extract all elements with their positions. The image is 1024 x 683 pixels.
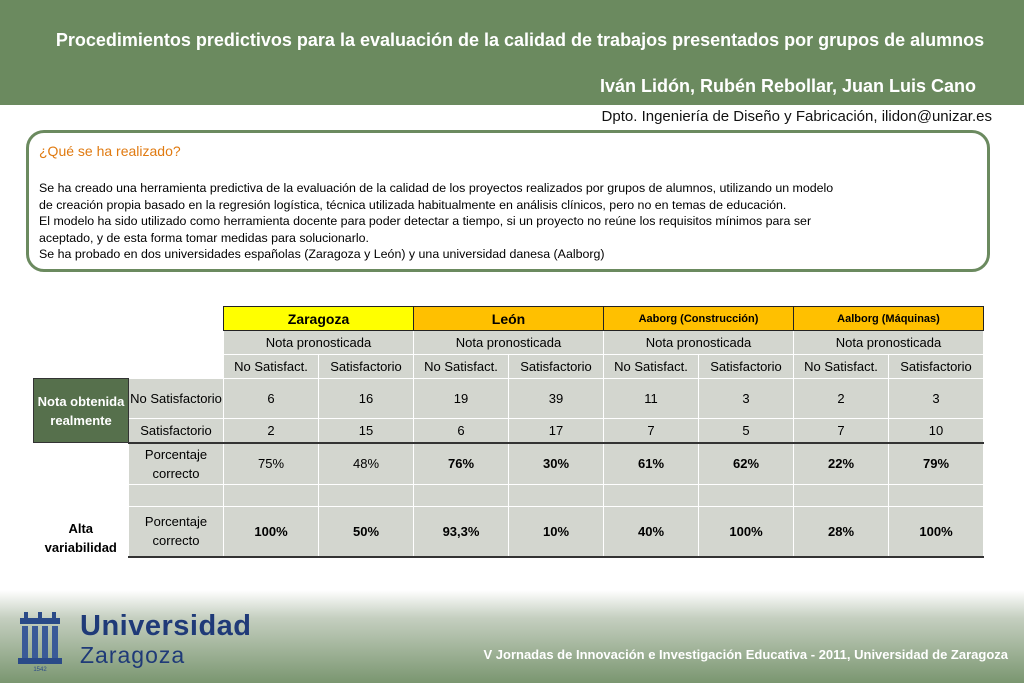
- subheader-cell: Nota pronosticada: [224, 331, 414, 355]
- percent-cell: 22%: [794, 443, 889, 485]
- empty-cell: [604, 485, 699, 507]
- table-cell: 6: [414, 419, 509, 443]
- percent-cell: 62%: [699, 443, 794, 485]
- logo-word-universidad: Universidad: [80, 610, 252, 642]
- summary-line: Se ha creado una herramienta predictiva de la evaluación de la calidad de los proyectos realizados por grupos de alumnos, utilizando un modelo: [39, 181, 834, 195]
- empty-cell: [34, 307, 224, 331]
- alta-cell: 50%: [319, 507, 414, 557]
- percent-cell: 75%: [224, 443, 319, 485]
- table-cell: 10: [889, 419, 984, 443]
- logo-year: 1542: [33, 667, 47, 672]
- university-header: León: [414, 307, 604, 331]
- results-table: [33, 306, 984, 558]
- table-cell: 19: [414, 379, 509, 419]
- empty-cell: [794, 485, 889, 507]
- empty-cell: [129, 485, 224, 507]
- column-header: No Satisfact.: [414, 355, 509, 379]
- percent-cell: 30%: [509, 443, 604, 485]
- table-cell: 2: [794, 379, 889, 419]
- table-cell: 16: [319, 379, 414, 419]
- footer-text: V Jornadas de Innovación e Investigación Educativa - 2011, Universidad de Zaragoza: [483, 647, 1008, 662]
- summary-title: ¿Qué se ha realizado?: [39, 143, 181, 159]
- summary-line: de creación propia basado en la regresión logística, técnica utilizada habitualmente en análisis clínicos, pero no en temas de educación.: [39, 197, 787, 212]
- empty-cell: [319, 485, 414, 507]
- empty-cell: [224, 485, 319, 507]
- percent-label: Porcentaje correcto: [129, 443, 224, 485]
- alta-cell: 100%: [699, 507, 794, 557]
- subheader-cell: Nota pronosticada: [604, 331, 794, 355]
- table-cell: 2: [224, 419, 319, 443]
- column-header: Satisfactorio: [509, 355, 604, 379]
- table-cell: 3: [889, 379, 984, 419]
- alta-variabilidad-label: Alta variabilidad: [34, 507, 129, 557]
- empty-cell: [34, 355, 224, 379]
- percent-cell: 79%: [889, 443, 984, 485]
- table-cell: 7: [604, 419, 699, 443]
- table-cell: 7: [794, 419, 889, 443]
- column-header: Satisfactorio: [699, 355, 794, 379]
- table-cell: 39: [509, 379, 604, 419]
- empty-cell: [414, 485, 509, 507]
- percent-label: Porcentaje correcto: [129, 507, 224, 557]
- summary-line: aceptado, y de esta forma tomar medidas para solucionarlo.: [39, 230, 369, 245]
- empty-cell: [889, 485, 984, 507]
- logo-word-zaragoza: Zaragoza: [80, 642, 186, 668]
- university-crest-icon: [16, 612, 64, 672]
- column-header: No Satisfact.: [794, 355, 889, 379]
- table-cell: 17: [509, 419, 604, 443]
- row-label: Satisfactorio: [129, 419, 224, 443]
- subheader-cell: Nota pronosticada: [414, 331, 604, 355]
- university-header: Aaborg (Construcción): [604, 307, 794, 331]
- alta-cell: 40%: [604, 507, 699, 557]
- percent-cell: 76%: [414, 443, 509, 485]
- column-header: Satisfactorio: [889, 355, 984, 379]
- alta-cell: 28%: [794, 507, 889, 557]
- table-cell: 11: [604, 379, 699, 419]
- alta-cell: 100%: [889, 507, 984, 557]
- empty-cell: [34, 485, 129, 507]
- empty-cell: [34, 331, 224, 355]
- alta-cell: 10%: [509, 507, 604, 557]
- university-header: Zaragoza: [224, 307, 414, 331]
- table-cell: 5: [699, 419, 794, 443]
- column-header: No Satisfact.: [604, 355, 699, 379]
- alta-cell: 100%: [224, 507, 319, 557]
- table-cell: 15: [319, 419, 414, 443]
- row-label: No Satisfactorio: [129, 379, 224, 419]
- percent-cell: 48%: [319, 443, 414, 485]
- empty-cell: [34, 443, 129, 485]
- column-header: No Satisfact.: [224, 355, 319, 379]
- department-contact: Dpto. Ingeniería de Diseño y Fabricación, ilidon@unizar.es: [601, 108, 992, 125]
- empty-cell: [509, 485, 604, 507]
- alta-cell: 93,3%: [414, 507, 509, 557]
- row-group-label: Nota obtenida realmente: [34, 379, 129, 443]
- summary-line: El modelo ha sido utilizado como herramienta docente para poder detectar a tiempo, si un proyecto no reúne los requisitos mínimos para ser: [39, 214, 812, 228]
- table-cell: 3: [699, 379, 794, 419]
- authors: Iván Lidón, Rubén Rebollar, Juan Luis Cano: [599, 76, 976, 96]
- university-header: Aalborg (Máquinas): [794, 307, 984, 331]
- page-title: Procedimientos predictivos para la evaluación de la calidad de trabajos presentados por grupos de alumnos: [55, 30, 985, 50]
- empty-cell: [699, 485, 794, 507]
- header-bar: [0, 0, 1024, 105]
- column-header: Satisfactorio: [319, 355, 414, 379]
- table-cell: 6: [224, 379, 319, 419]
- footer-bar: [0, 590, 1024, 683]
- summary-box: [26, 130, 990, 272]
- subheader-cell: Nota pronosticada: [794, 331, 984, 355]
- summary-body: [39, 180, 979, 263]
- percent-cell: 61%: [604, 443, 699, 485]
- summary-line: Se ha probado en dos universidades españolas (Zaragoza y León) y una universidad danesa (Aalborg): [39, 247, 605, 261]
